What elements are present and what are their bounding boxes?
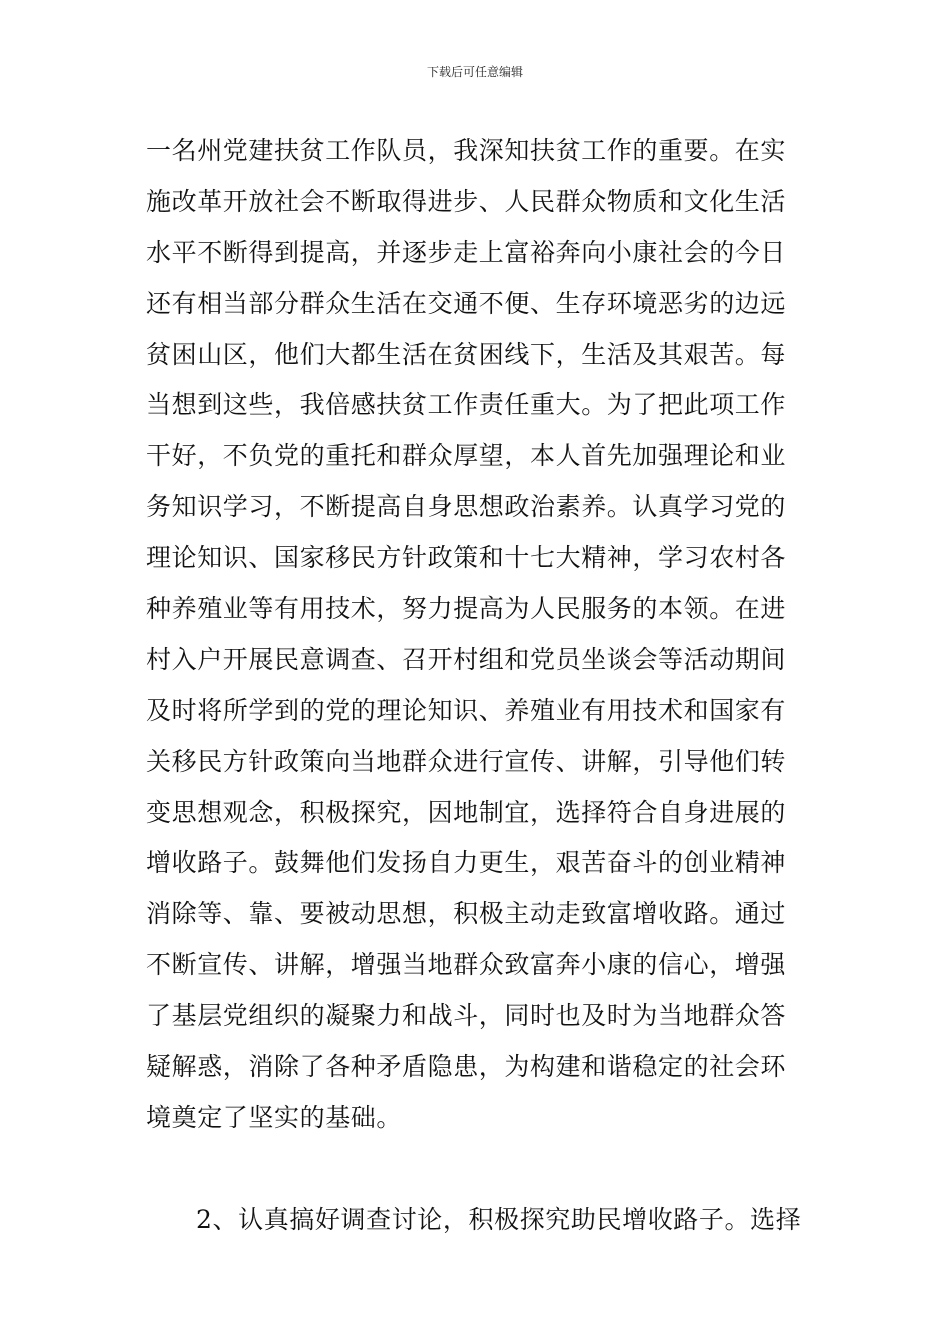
text-line: 施改革开放社会不断取得进步、人民群众物质和文化生活 (146, 186, 787, 216)
text-line: 种养殖业等有用技术，努力提高为人民服务的本领。在进 (146, 594, 787, 624)
text-line: 增收路子。鼓舞他们发扬自力更生，艰苦奋斗的创业精神 (146, 848, 787, 878)
text-line: 了基层党组织的凝聚力和战斗，同时也及时为当地群众答 (146, 1001, 787, 1031)
text-line: 村入户开展民意调查、召开村组和党员坐谈会等活动期间 (146, 644, 787, 674)
text-line: 不断宣传、讲解，增强当地群众致富奔小康的信心，增强 (146, 950, 787, 980)
text-line: 还有相当部分群众生活在交通不便、生存环境恶劣的边远 (146, 288, 787, 318)
text-line: 消除等、靠、要被动思想，积极主动走致富增收路。通过 (146, 899, 787, 929)
text-line: 一名州党建扶贫工作队员，我深知扶贫工作的重要。在实 (146, 136, 787, 165)
paragraph-2 (146, 1195, 816, 1246)
paragraph-spacer (146, 1144, 816, 1195)
text-line: 干好，不负党的重托和群众厚望，本人首先加强理论和业 (146, 441, 787, 471)
paragraph-1 (146, 126, 816, 1144)
text-line: 境奠定了坚实的基础。 (146, 1102, 403, 1132)
text-line: 当想到这些，我倍感扶贫工作责任重大。为了把此项工作 (146, 390, 787, 420)
text-line: 疑解惑，消除了各种矛盾隐患，为构建和谐稳定的社会环 (146, 1052, 787, 1082)
document-body (146, 126, 816, 1246)
page-header: 下载后可任意编辑 (426, 65, 523, 79)
text-line: 2、认真搞好调查讨论，积极探究助民增收路子。选择 (196, 1204, 802, 1234)
text-line: 务知识学习，不断提高自身思想政治素养。认真学习党的 (146, 492, 787, 522)
text-line: 贫困山区，他们大都生活在贫困线下，生活及其艰苦。每 (146, 339, 787, 369)
text-line: 关移民方针政策向当地群众进行宣传、讲解，引导他们转 (146, 746, 787, 776)
text-line: 及时将所学到的党的理论知识、养殖业有用技术和国家有 (146, 695, 787, 725)
text-line: 变思想观念，积极探究，因地制宜，选择符合自身进展的 (146, 797, 787, 827)
text-line: 理论知识、国家移民方针政策和十七大精神，学习农村各 (146, 543, 787, 573)
text-line: 水平不断得到提高，并逐步走上富裕奔向小康社会的今日 (146, 237, 787, 267)
